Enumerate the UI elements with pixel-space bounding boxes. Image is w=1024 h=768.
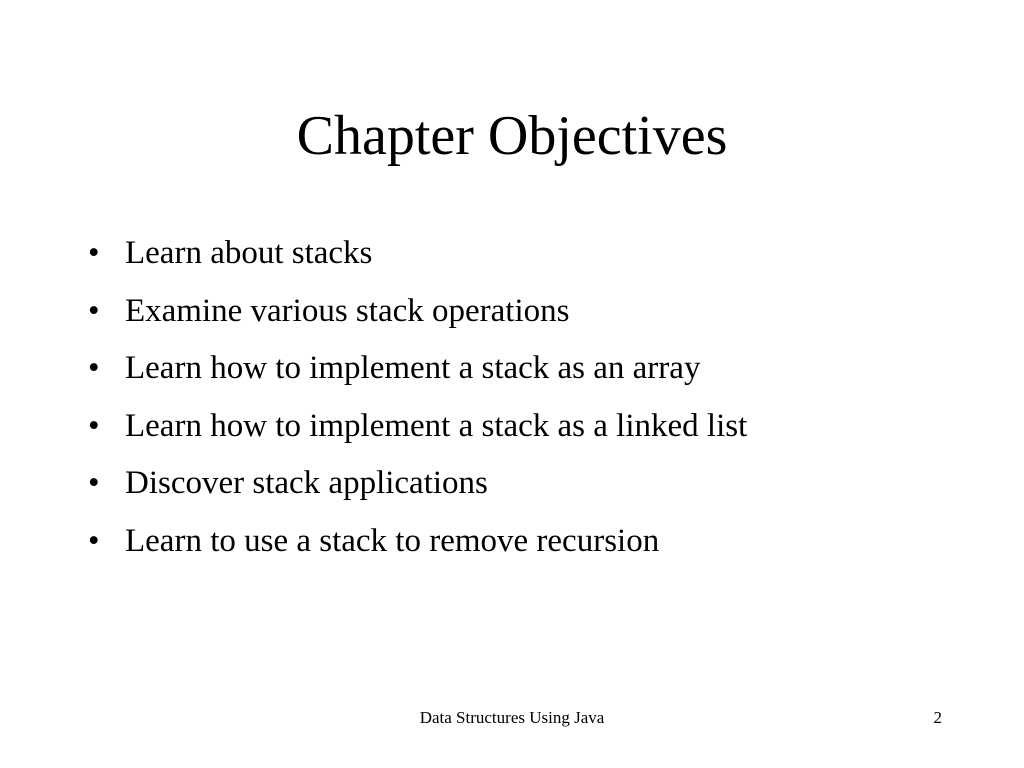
bullet-text: Learn to use a stack to remove recursion	[125, 522, 660, 559]
slide-title: Chapter Objectives	[296, 105, 728, 167]
bullet-item	[88, 400, 968, 458]
bullet-list	[88, 227, 968, 572]
footer-text: Data Structures Using Java	[419, 708, 605, 727]
bullet-item	[88, 457, 968, 515]
bullet-text: Learn how to implement a stack as a linked list	[125, 407, 748, 444]
bullet-item	[88, 227, 968, 285]
bullet-icon: •	[88, 235, 100, 271]
bullet-icon: •	[88, 407, 100, 444]
bullet-item	[88, 342, 968, 400]
bullet-icon: •	[88, 522, 100, 559]
page-number: 2	[933, 708, 942, 727]
bullet-item	[88, 285, 968, 343]
bullet-item	[88, 515, 968, 573]
bullet-text: Learn how to implement a stack as an array	[125, 350, 701, 386]
bullet-text: Learn about stacks	[125, 235, 373, 271]
bullet-text: Discover stack applications	[125, 465, 488, 501]
bullet-icon: •	[88, 350, 100, 386]
bullet-text: Examine various stack operations	[125, 292, 570, 329]
bullet-icon: •	[88, 292, 100, 329]
bullet-icon: •	[88, 465, 100, 501]
